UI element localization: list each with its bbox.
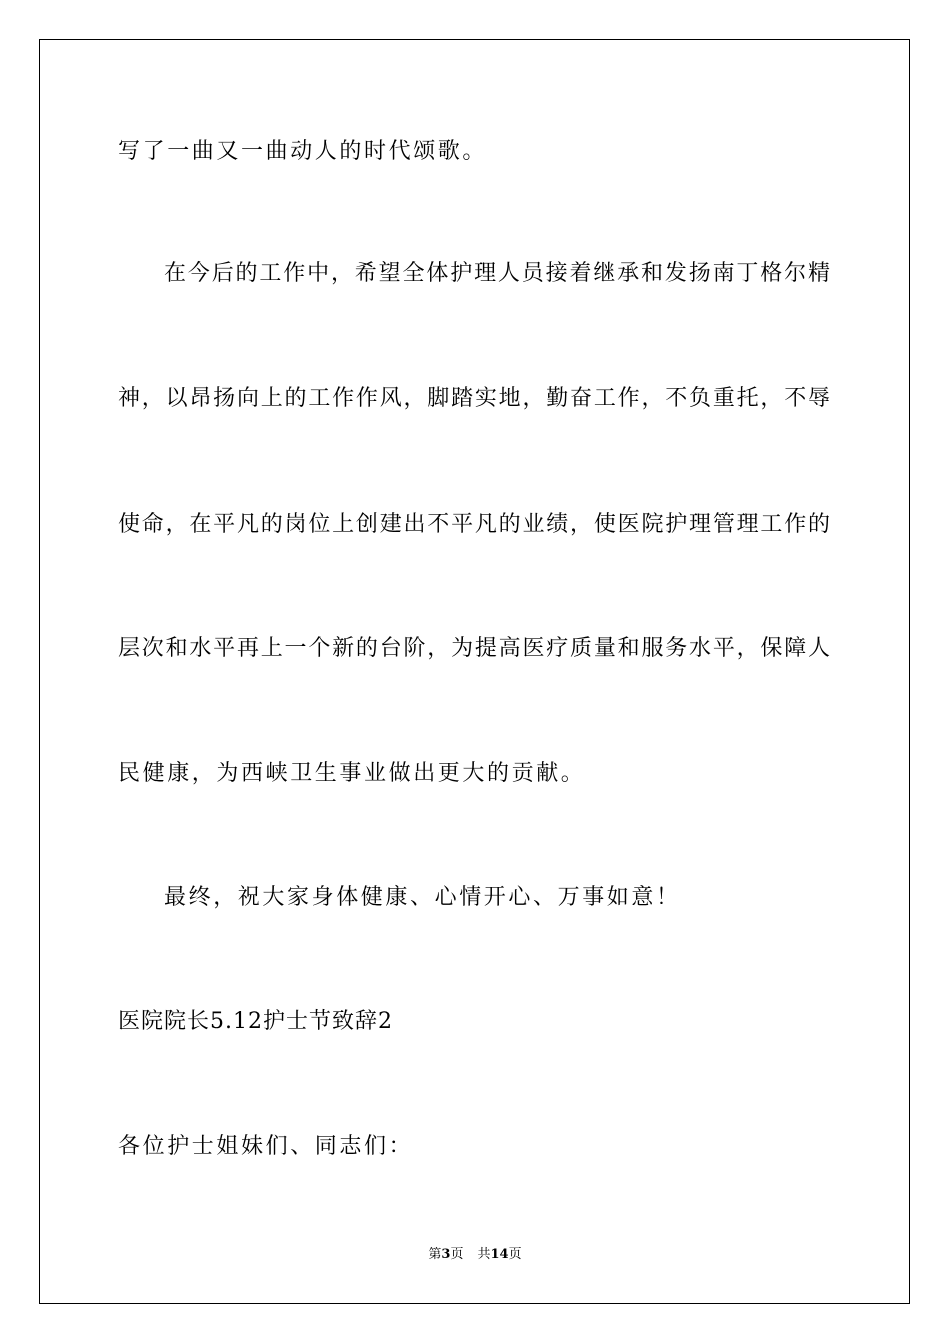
salutation-line: 各位护士姐妹们、同志们： [118,1134,414,1159]
footer-page-suffix: 页 [450,1247,464,1262]
body-text-line-7: 最终，祝大家身体健康、心情开心、万事如意！ [164,885,681,910]
body-text-line-4: 使命，在平凡的岗位上创建出不平凡的业绩，使医院护理管理工作的 [118,512,830,537]
body-text-line-5: 层次和水平再上一个新的台阶，为提高医疗质量和服务水平，保障人 [118,636,830,661]
footer-total-suffix: 页 [508,1247,522,1262]
footer-total-prefix: 共 [477,1247,491,1262]
footer-total-pages: 14 [490,1247,509,1262]
body-text-line-1: 写了一曲又一曲动人的时代颂歌。 [118,139,488,164]
footer-page-prefix: 第 [428,1247,442,1262]
body-text-line-3: 神，以昂扬向上的工作作风，脚踏实地，勤奋工作，不负重托，不辱 [118,386,830,411]
footer-page-number: 3 [441,1247,451,1262]
page-border [39,39,910,1304]
section-heading: 医院院长5.12护士节致辞2 [118,1009,393,1034]
page-footer [0,1246,950,1264]
body-text-line-6: 民健康，为西峡卫生事业做出更大的贡献。 [118,761,586,786]
body-text-line-2: 在今后的工作中，希望全体护理人员接着继承和发扬南丁格尔精 [164,261,830,286]
